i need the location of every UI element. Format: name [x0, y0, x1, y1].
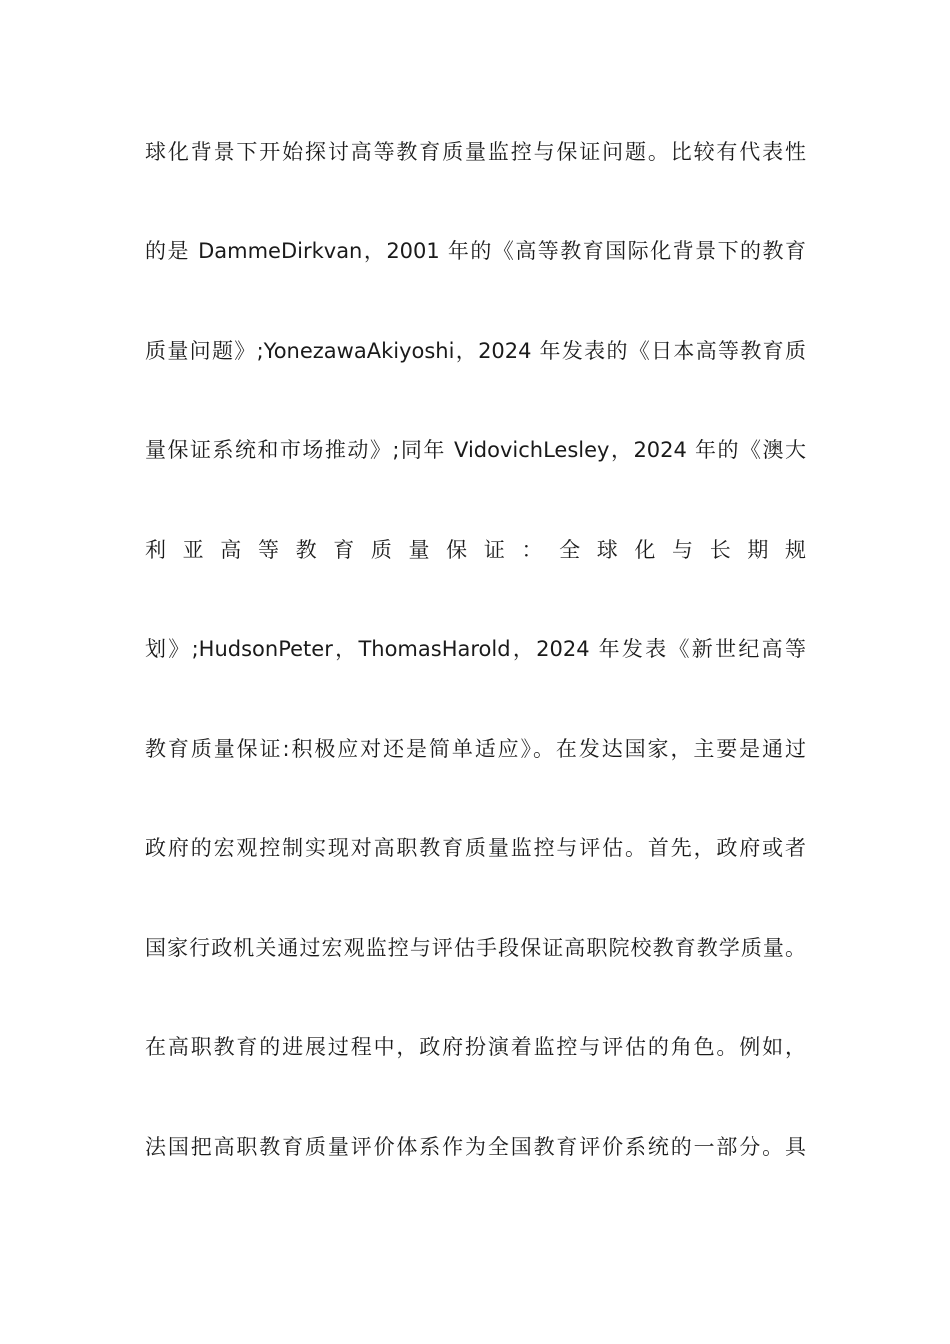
body-text-line: 利亚高等教育质量保证：全球化与长期规: [145, 538, 806, 562]
body-text-line: 划》;HudsonPeter，ThomasHarold，2024 年发表《新世纪高等: [145, 637, 806, 661]
body-text-line: 国家行政机关通过宏观监控与评估手段保证高职院校教育教学质量。: [145, 936, 806, 960]
body-text-line: 质量问题》;YonezawaAkiyoshi，2024 年发表的《日本高等教育质: [145, 339, 806, 363]
body-text-line: 在高职教育的进展过程中，政府扮演着监控与评估的角色。例如，: [145, 1035, 806, 1059]
body-text-line: 的是 DammeDirkvan，2001 年的《高等教育国际化背景下的教育: [145, 239, 806, 263]
body-text-line: 政府的宏观控制实现对高职教育质量监控与评估。首先，政府或者: [145, 836, 806, 860]
body-text-line: 教育质量保证:积极应对还是简单适应》。在发达国家，主要是通过: [145, 737, 806, 761]
body-text-line: 量保证系统和市场推动》;同年 VidovichLesley，2024 年的《澳大: [145, 438, 806, 462]
body-text-line: 球化背景下开始探讨高等教育质量监控与保证问题。比较有代表性: [145, 140, 806, 164]
body-text-line: 法国把高职教育质量评价体系作为全国教育评价系统的一部分。具: [145, 1135, 806, 1159]
